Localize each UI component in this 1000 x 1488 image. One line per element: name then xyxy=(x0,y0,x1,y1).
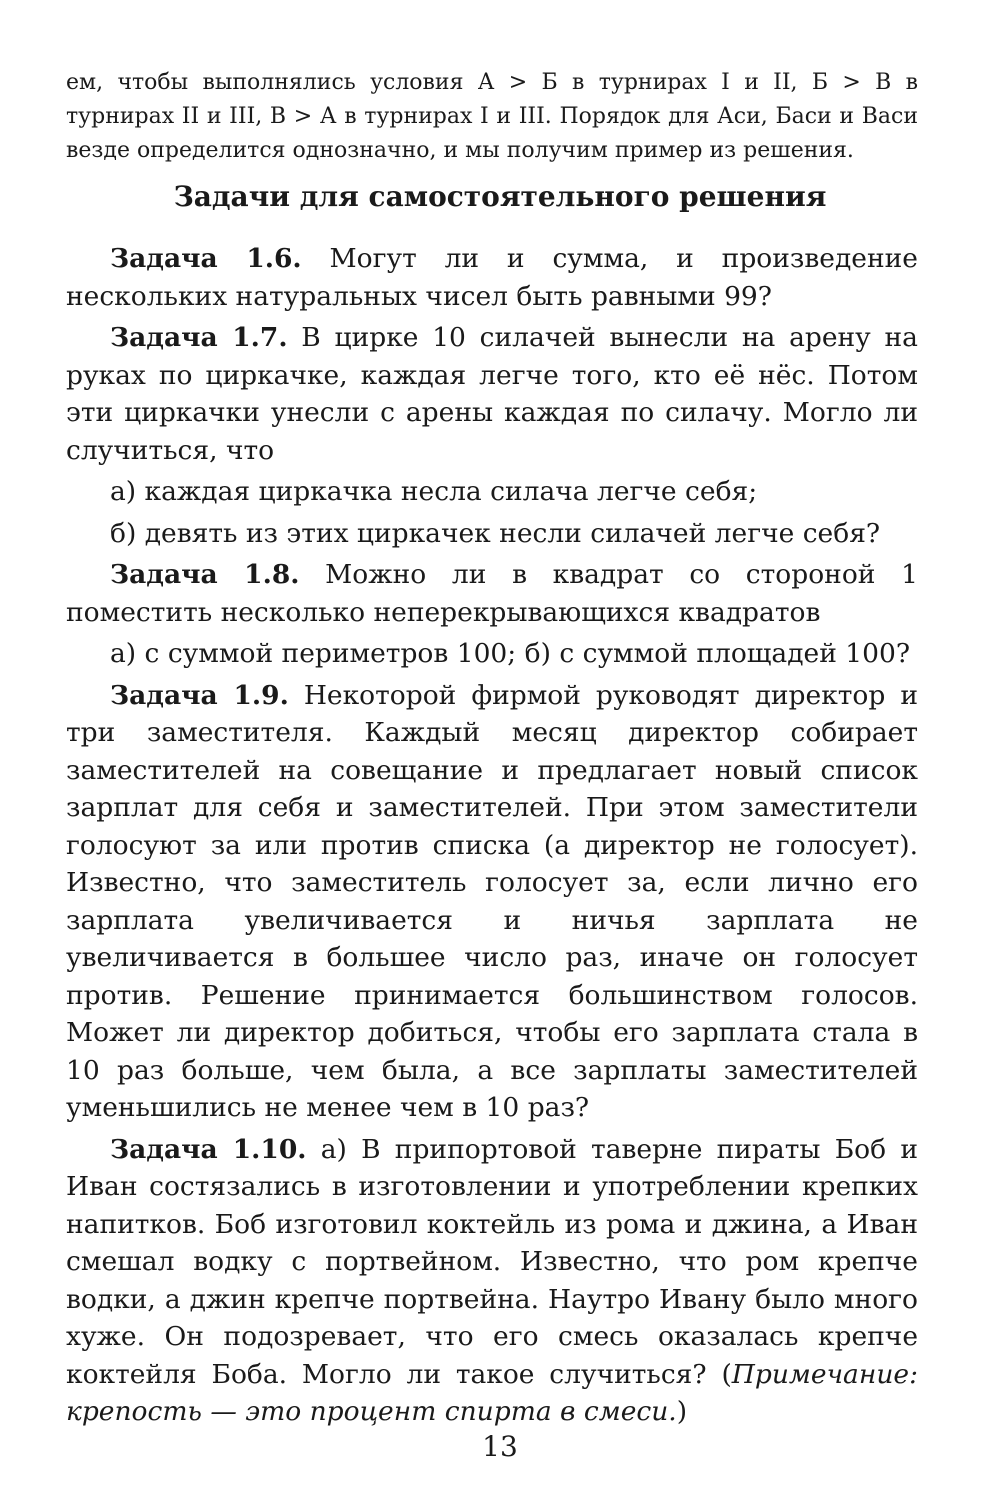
problem-note: Примечание: крепость — это процент спирта в смеси. xyxy=(66,1358,918,1427)
problem-text-end: ) xyxy=(676,1396,688,1427)
problem-label: Задача 1.10. xyxy=(110,1133,307,1165)
problem-text: Некоторой фирмой руководят директор и три заместителя. Каждый месяц директор собирает заместителей на совещание и предлагает новый список зарплат для себя и заместителей. При этом заместители голосуют за или против списка (а директор не голосует). Известно, что заместитель голосует за, если лично его зарплата увеличивается и ничья зарплата не увеличивается в большее число раз, иначе он голосует против. Решение принимается большинством голосов. Может ли директор добиться, чтобы его зарплата стала в 10 раз больше, чем была, а все зарплаты заместителей уменьшились не менее чем в 10 раз? xyxy=(66,679,918,1123)
problem-1-8 xyxy=(66,556,918,631)
problem-label: Задача 1.7. xyxy=(110,322,288,353)
intro-paragraph: ем, чтобы выполнялись условия А > Б в турнирах I и II, Б > В в турнирах II и III, В > А в турнирах I и III. Порядок для Аси, Баси и Васи везде определится однозначно, и мы получим пример из решения. xyxy=(66,70,918,163)
problem-label: Задача 1.6. xyxy=(110,243,302,274)
problem-text: В цирке 10 силачей вынесли на арену на руках по циркачке, каждая легче того, кто её нёс. Потом эти циркачки унесли с арены каждая по силачу. Могло ли случиться, что xyxy=(66,322,918,466)
page-number: 13 xyxy=(482,1430,518,1463)
section-title: Задачи для самостоятельного решения xyxy=(173,180,827,213)
problem-option: а) каждая циркачка несла силача легче себя; xyxy=(110,476,758,507)
problem-text: Могут ли и сумма, и произведение нескольких натуральных чисел быть равными 99? xyxy=(66,243,918,312)
problems-list xyxy=(66,240,918,1435)
problem-1-7 xyxy=(66,319,918,469)
problem-1-10 xyxy=(66,1131,918,1431)
problem-label: Задача 1.8. xyxy=(110,559,300,590)
problem-label: Задача 1.9. xyxy=(110,679,289,711)
problem-1-9 xyxy=(66,677,918,1127)
problem-text: Можно ли в квадрат со стороной 1 поместить несколько неперекрывающихся квадратов xyxy=(66,559,918,628)
problem-option: а) с суммой периметров 100; б) с суммой площадей 100? xyxy=(110,638,911,669)
problem-1-6 xyxy=(66,240,918,315)
problem-text: а) В припортовой таверне пираты Боб и Иван состязались в изготовлении и употреблении крепких напитков. Боб изготовил коктейль из рома и джина, а Иван смешал водку с портвейном. Известно, что ром крепче водки, а джин крепче портвейна. Наутро Ивану было много хуже. Он подозревает, что его смесь оказалась крепче коктейля Боба. Могло ли такое случиться? ( xyxy=(66,1133,918,1390)
problem-option: б) девять из этих циркачек несли силачей легче себя? xyxy=(110,517,881,549)
